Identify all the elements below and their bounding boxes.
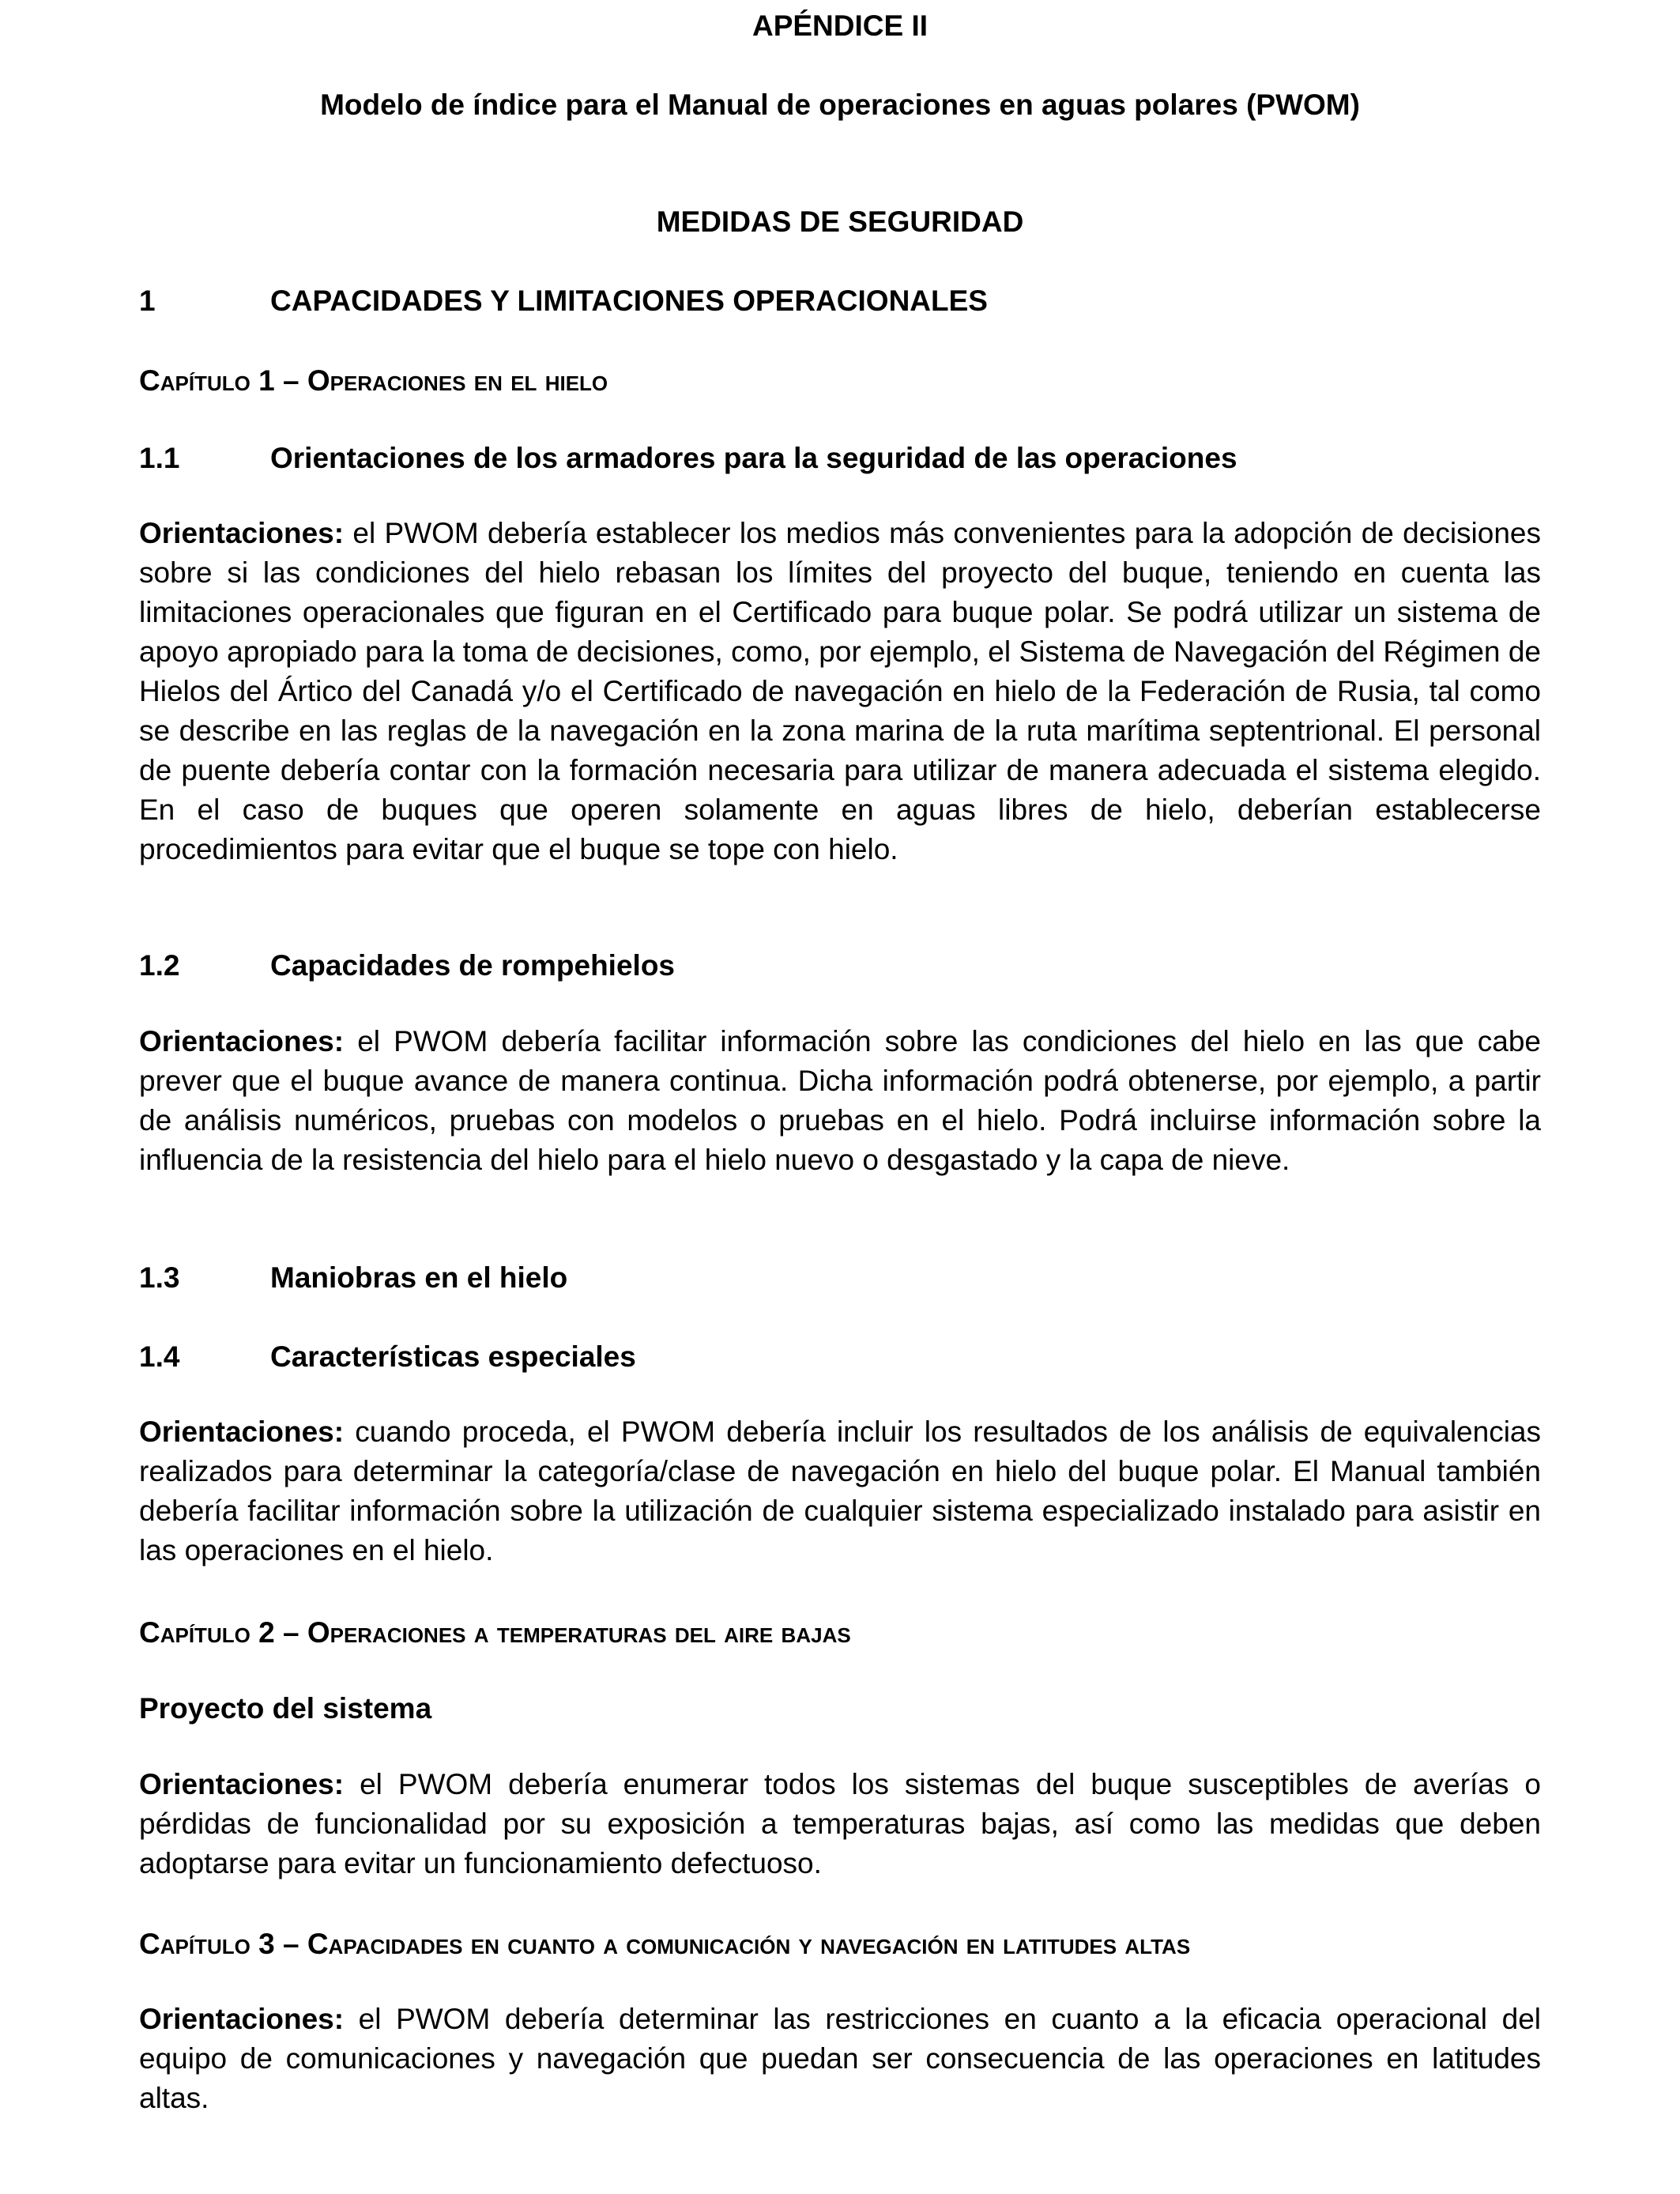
section-1-heading — [139, 286, 1541, 315]
guidance-lead: Orientaciones: — [139, 517, 345, 549]
document-page — [139, 0, 1541, 2194]
section-title: Orientaciones de los armadores para la seguridad de las operaciones — [270, 442, 1237, 474]
chapter-title: Capítulo 1 – Operaciones en el hielo — [139, 364, 608, 397]
medidas-title: MEDIDAS DE SEGURIDAD — [656, 205, 1024, 238]
guidance-text: el PWOM debería facilitar información sobre las condiciones del hielo en las que cabe prever que el buque avance de manera continua. Dicha información podrá obtenerse, por ejemplo, a partir de análisis numéricos, pruebas con modelos o pruebas en el hielo. Podrá incluirse información sobre la influencia de la resistencia del hielo para el hielo nuevo o desgastado y la capa de nieve. — [139, 1025, 1541, 1176]
appendix-title: APÉNDICE II — [751, 9, 929, 42]
section-title: Características especiales — [270, 1340, 636, 1373]
guidance-text: el PWOM debería determinar las restricciones en cuanto a la eficacia operacional del equipo de comunicaciones y navegación que puedan ser consecuencia de las operaciones en latitudes altas. — [139, 2003, 1541, 2114]
section-number: 1 — [139, 285, 156, 317]
chapter-3-paragraph — [139, 2000, 1541, 2118]
section-title: Maniobras en el hielo — [270, 1261, 568, 1294]
section-1-1-heading — [139, 443, 1541, 473]
section-title: Capacidades de rompehielos — [270, 949, 676, 982]
section-number: 1.3 — [139, 1261, 180, 1294]
section-1-4-heading — [139, 1342, 1541, 1371]
section-number: 1.2 — [139, 949, 180, 982]
chapter-3-heading — [139, 1929, 1541, 1958]
section-1-3-heading — [139, 1263, 1541, 1292]
subsection-title: Proyecto del sistema — [139, 1692, 432, 1725]
section-1-1-paragraph — [139, 514, 1541, 869]
model-title: Modelo de índice para el Manual de operaciones en aguas polares (PWOM) — [320, 89, 1360, 121]
chapter-2-heading — [139, 1618, 1541, 1647]
guidance-lead: Orientaciones: — [139, 1025, 345, 1057]
section-1-2-paragraph — [139, 1022, 1541, 1180]
chapter-title: Capítulo 3 – Capacidades en cuanto a comunicación y navegación en latitudes altas — [139, 1928, 1191, 1960]
guidance-lead: Orientaciones: — [139, 1768, 345, 1800]
section-1-2-heading — [139, 951, 1541, 980]
guidance-text: el PWOM debería enumerar todos los sistemas del buque susceptibles de averías o pérdidas de funcionalidad por su exposición a temperaturas bajas, así como las medidas que deben adoptarse para evitar un funcionamiento defectuoso. — [139, 1768, 1541, 1879]
section-number: 1.4 — [139, 1340, 180, 1373]
proyecto-heading — [139, 1694, 1541, 1723]
section-number: 1.1 — [139, 442, 180, 474]
guidance-text: el PWOM debería establecer los medios más convenientes para la adopción de decisiones sobre si las condiciones del hielo rebasan los límites del proyecto del buque, teniendo en cuenta las limitaciones operacionales que figuran en el Certificado para buque polar. Se podrá utilizar un sistema de apoyo apropiado para la toma de decisiones, como, por ejemplo, el Sistema de Navegación del Régimen de Hielos del Ártico del Canadá y/o el Certificado de navegación en hielo de la Federación de Rusia, tal como se describe en las reglas de la navegación en la zona marina de la ruta marítima septentrional. El personal de puente debería contar con la formación necesaria para utilizar de manera adecuada el sistema elegido. En el caso de buques que operen solamente en aguas libres de hielo, deberían establecerse procedimientos para evitar que el buque se tope con hielo. — [139, 517, 1541, 865]
guidance-lead: Orientaciones: — [139, 2003, 345, 2035]
chapter-1-heading — [139, 366, 1541, 395]
guidance-text: cuando proceda, el PWOM debería incluir los resultados de los análisis de equivalencias realizados para determinar la categoría/clase de navegación en hielo del buque polar. El Manual también debería facilitar información sobre la utilización de cualquier sistema especializado instalado para asistir en las operaciones en el hielo. — [139, 1416, 1541, 1566]
section-1-4-paragraph — [139, 1412, 1541, 1570]
proyecto-paragraph — [139, 1765, 1541, 1883]
section-title: CAPACIDADES Y LIMITACIONES OPERACIONALES — [270, 285, 988, 317]
guidance-lead: Orientaciones: — [139, 1416, 345, 1448]
chapter-title: Capítulo 2 – Operaciones a temperaturas del aire bajas — [139, 1616, 851, 1649]
